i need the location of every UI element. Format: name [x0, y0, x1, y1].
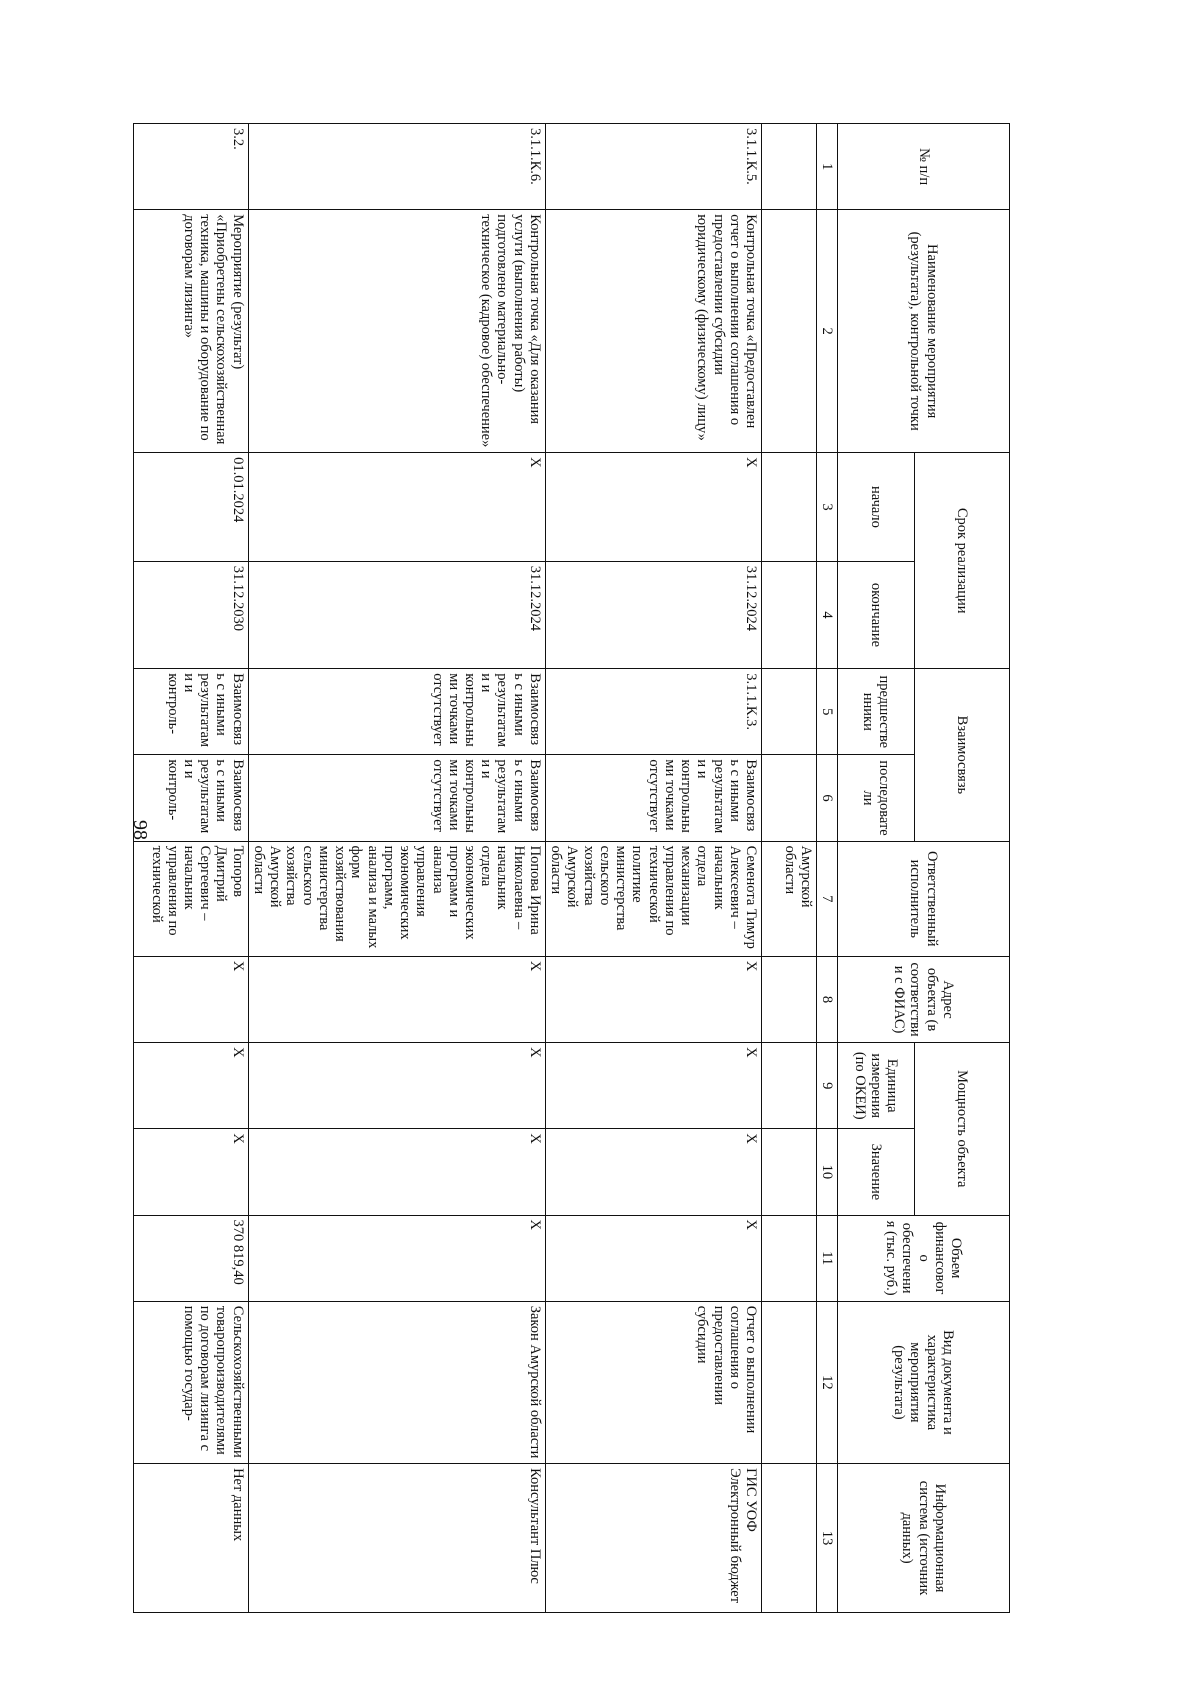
cell-infosys: ГИС УОФ Электронный бюджет [545, 1464, 761, 1613]
col-number: 4 [817, 561, 838, 668]
header-period: Срок реализации [915, 453, 1010, 669]
cell-succ: Взаимосвязь с иными результатами и контрольными точками отсутствует [248, 755, 545, 841]
header-capacity-value: Значение [838, 1129, 915, 1215]
col-number: 5 [817, 669, 838, 755]
cell-finance: X [248, 1215, 545, 1301]
cell-num: 3.1.1.К.6. [248, 124, 545, 210]
col-number: 11 [817, 1215, 838, 1301]
header-capacity-unit: Единица измерения (по ОКЕИ) [838, 1043, 915, 1129]
cell-end: 31.12.2024 [248, 561, 545, 668]
table-row [762, 124, 817, 1613]
col-number: 9 [817, 1043, 838, 1129]
cell-finance: X [545, 1215, 761, 1301]
cell-value: X [545, 1129, 761, 1215]
col-number: 3 [817, 453, 838, 562]
cell-value [762, 1129, 817, 1215]
cell-name: Контрольная точка «Для оказания услуги (выполнения работы) подготовлено материально-техническое (кадровое) обеспечение» [248, 210, 545, 453]
cell-succ: Взаимосвязь с иными результатами и контроль- [133, 755, 248, 841]
col-number: 6 [817, 755, 838, 841]
cell-finance [762, 1215, 817, 1301]
cell-name [762, 210, 817, 453]
cell-resp: Семенота Тимур Алексеевич – начальник отдела механизации управления по технической политике министерства сельского хозяйства Амурской области [545, 841, 761, 956]
col-number: 1 [817, 124, 838, 210]
cell-num [762, 124, 817, 210]
cell-pred: Взаимосвязь с иными результатами и контроль- [133, 669, 248, 755]
cell-finance: 370 819,40 [133, 1215, 248, 1301]
cell-num: 3.1.1.К.5. [545, 124, 761, 210]
cell-doc: Отчет о выполнении соглашения о предоставлении субсидии [545, 1301, 761, 1463]
cell-resp: Топоров Дмитрий Сергеевич – начальник управления по технической [133, 841, 248, 956]
header-period-start: начало [838, 453, 915, 562]
column-number-row [817, 124, 838, 1613]
cell-end: 31.12.2024 [545, 561, 761, 668]
header-relation-succ: последователи [838, 755, 915, 841]
cell-resp: Попова Ирина Николаевна – начальник отдела экономических программ и анализа управления экономических программ, анализа и малых форм хозяйствования министерства сельского хозяйства Амурской области [248, 841, 545, 956]
header-num: № п/п [838, 124, 1010, 210]
cell-addr: X [545, 956, 761, 1042]
cell-start: X [545, 453, 761, 562]
cell-start: X [248, 453, 545, 562]
cell-num: 3.2. [133, 124, 248, 210]
header-relation-pred: предшественники [838, 669, 915, 755]
table-row [248, 124, 545, 1613]
cell-addr: X [248, 956, 545, 1042]
cell-doc: Сельскохозяйственными товаропроизводителями по договорам лизинга с помощью государ- [133, 1301, 248, 1463]
cell-pred [762, 669, 817, 755]
cell-infosys [762, 1464, 817, 1613]
col-number: 8 [817, 956, 838, 1042]
header-period-end: окончание [838, 561, 915, 668]
header-name: Наименование мероприятия (результата), контрольной точки [838, 210, 1010, 453]
header-address: Адрес объекта (в соответствии с ФИАС) [838, 956, 1010, 1042]
cell-pred: 3.1.1.К.3. [545, 669, 761, 755]
header-infosys: Информационная система (источник данных) [838, 1464, 1010, 1613]
cell-start: 01.01.2024 [133, 453, 248, 562]
cell-succ: Взаимосвязь с иными результатами и контрольными точками отсутствует [545, 755, 761, 841]
header-finance: Объем финансового обеспечения (тыс. руб.) [838, 1215, 1010, 1301]
cell-doc: Закон Амурской области [248, 1301, 545, 1463]
header-row-1 [915, 124, 1010, 1613]
cell-unit: X [545, 1043, 761, 1129]
table-row [545, 124, 761, 1613]
cell-end: 31.12.2030 [133, 561, 248, 668]
header-doc: Вид документа и характеристика мероприятия (результата) [838, 1301, 1010, 1463]
cell-doc [762, 1301, 817, 1463]
cell-name: Контрольная точка «Предоставлен отчет о выполнении соглашения о предоставлении субсидии юридическому (физическому) лицу» [545, 210, 761, 453]
cell-infosys: Консультант Плюс [248, 1464, 545, 1613]
col-number: 7 [817, 841, 838, 956]
rotated-page-content [150, 123, 1010, 1613]
header-relation: Взаимосвязь [915, 669, 1010, 841]
cell-name: Мероприятие (результат) «Приобретены сельскохозяйственная техника, машины и оборудование по договорам лизинга» [133, 210, 248, 453]
cell-start [762, 453, 817, 562]
col-number: 13 [817, 1464, 838, 1613]
cell-unit: X [248, 1043, 545, 1129]
cell-addr [762, 956, 817, 1042]
cell-succ [762, 755, 817, 841]
cell-resp: Амурской области [762, 841, 817, 956]
cell-addr: X [133, 956, 248, 1042]
page-number: 98 [129, 820, 151, 840]
header-capacity: Мощность объекта [915, 1043, 1010, 1215]
plan-table [133, 123, 1010, 1613]
col-number: 10 [817, 1129, 838, 1215]
cell-value: X [248, 1129, 545, 1215]
cell-infosys: Нет данных [133, 1464, 248, 1613]
cell-unit [762, 1043, 817, 1129]
cell-value: X [133, 1129, 248, 1215]
col-number: 2 [817, 210, 838, 453]
table-row [133, 124, 248, 1613]
cell-pred: Взаимосвязь с иными результатами и контрольными точками отсутствует [248, 669, 545, 755]
cell-end [762, 561, 817, 668]
cell-unit: X [133, 1043, 248, 1129]
header-responsible: Ответственный исполнитель [838, 841, 1010, 956]
col-number: 12 [817, 1301, 838, 1463]
